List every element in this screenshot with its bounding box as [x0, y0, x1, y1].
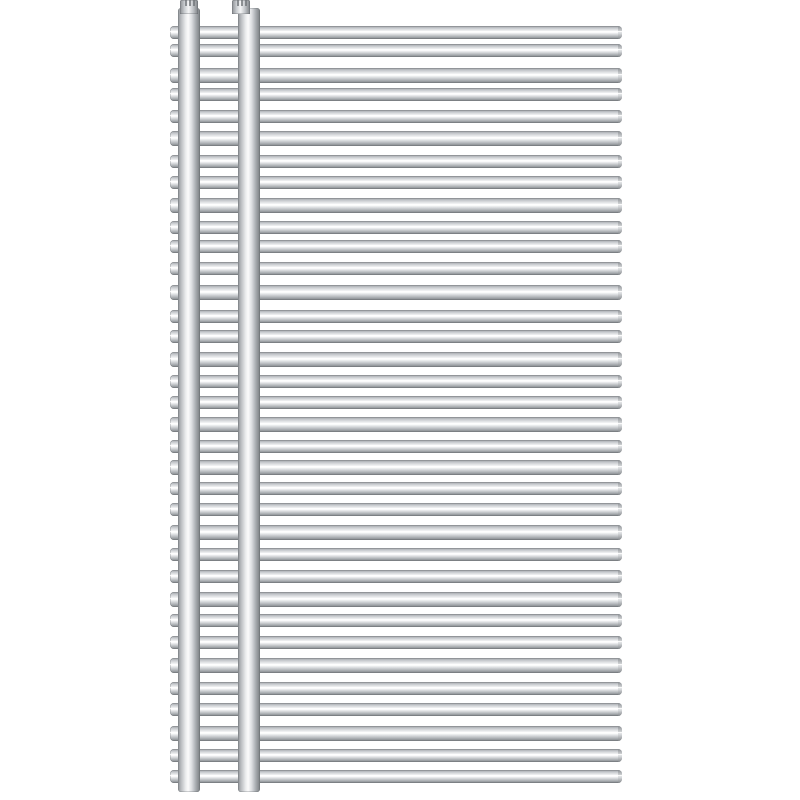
cap-notch	[245, 0, 247, 6]
towel-bar-end-cap	[618, 310, 622, 323]
towel-bar-end-cap	[618, 548, 622, 561]
towel-bar-end-cap	[618, 88, 622, 101]
towel-bar-end-cap	[618, 396, 622, 409]
right-rail-shaft	[238, 8, 260, 792]
rail-top-cap	[180, 0, 198, 14]
towel-bar-end-cap	[618, 352, 622, 367]
towel-bar-end-cap	[618, 440, 622, 453]
towel-bar-end-cap	[618, 636, 622, 649]
left-vertical-rail	[178, 8, 200, 792]
towel-bar-end-cap	[618, 503, 622, 516]
cap-notch	[189, 0, 191, 6]
towel-bar-end-cap	[618, 221, 622, 234]
towel-bar-end-cap	[618, 482, 622, 495]
towel-bar-end-cap	[618, 176, 622, 189]
rail-top-cap	[232, 0, 250, 14]
towel-bar-end-cap	[618, 262, 622, 275]
towel-bar-end-cap	[618, 658, 622, 673]
towel-bar-end-cap	[618, 198, 622, 213]
towel-bar-end-cap	[618, 726, 622, 741]
towel-bar-end-cap	[618, 110, 622, 123]
towel-bar-end-cap	[618, 570, 622, 583]
towel-bar-end-cap	[618, 330, 622, 343]
towel-bar-end-cap	[618, 749, 622, 762]
cap-notch	[237, 0, 239, 6]
cap-notch	[193, 0, 195, 6]
cap-notch	[241, 0, 243, 6]
towel-bar-end-cap	[618, 26, 622, 39]
towel-bar-end-cap	[618, 417, 622, 432]
towel-bar-end-cap	[618, 770, 622, 783]
towel-bar-end-cap	[618, 285, 622, 300]
towel-bar-end-cap	[618, 592, 622, 607]
towel-bar-end-cap	[618, 44, 622, 57]
towel-bar-end-cap	[618, 682, 622, 695]
cap-notch	[185, 0, 187, 6]
left-rail-shaft	[178, 8, 200, 792]
towel-bar-end-cap	[618, 525, 622, 540]
towel-bar-end-cap	[618, 68, 622, 83]
towel-bar-end-cap	[618, 460, 622, 475]
towel-bar-end-cap	[618, 614, 622, 627]
towel-bar-end-cap	[618, 240, 622, 253]
towel-bar-end-cap	[618, 703, 622, 716]
towel-bar-end-cap	[618, 131, 622, 146]
towel-bar-end-cap	[618, 375, 622, 388]
right-vertical-rail	[238, 8, 260, 792]
towel-bar-end-cap	[618, 155, 622, 168]
